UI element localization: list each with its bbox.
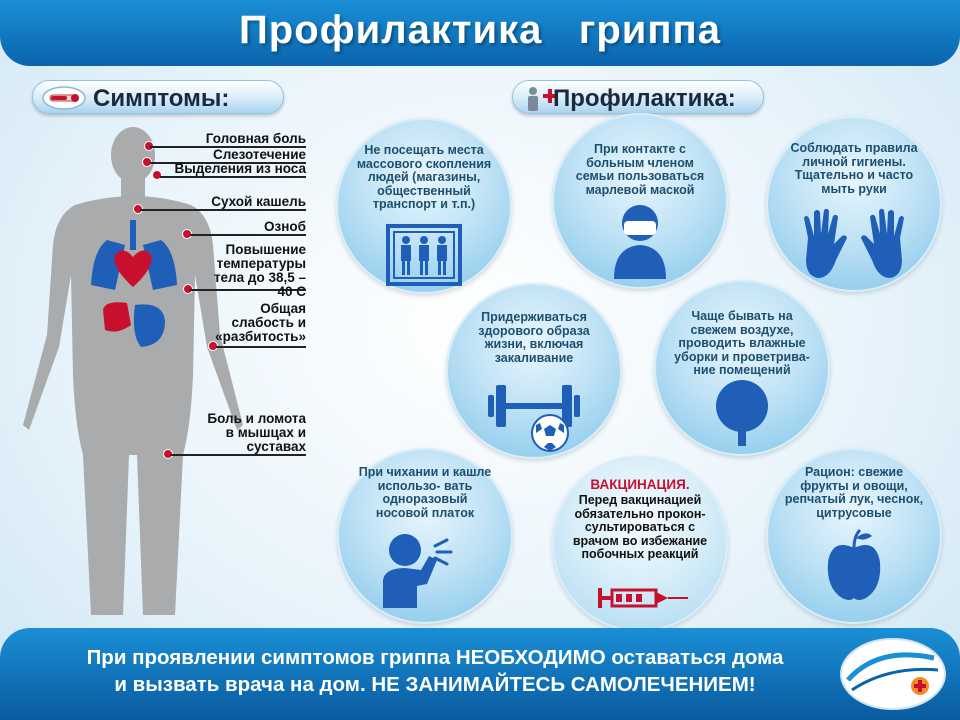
footer-line-2: и вызвать врача на дом. НЕ ЗАНИМАЙТЕСЬ САМОЛЕЧЕНИЕМ! [114, 673, 756, 696]
prevention-circle-crowds: Не посещать места массового скопления людей (магазины, общественный транспорт и т.п.) [336, 118, 512, 294]
page-title: Профилактика гриппа [239, 8, 721, 52]
prevention-circle-diet: Рацион: свежие фрукты и овощи, репчатый лук, чеснок, цитрусовые [766, 448, 942, 624]
prevention-heading: Профилактика: [553, 85, 736, 112]
prevention-circle-mask: При контакте с больным членом семьи пользоваться марлевой маской [552, 113, 728, 289]
symptom-label: Выделения из носа [174, 161, 306, 176]
symptom-label: Повышение температуры тела до 38,5 – 40 С [213, 242, 306, 299]
prevention-circle-fresh-air: Чаще бывать на свежем воздухе, проводить влажные уборки и проветрива- ние помещений [654, 280, 830, 456]
crowd-icon [386, 224, 462, 286]
sneeze-icon [381, 528, 461, 608]
symptoms-heading: Симптомы: [93, 85, 230, 112]
thermometer-icon [41, 85, 87, 111]
symptom-label: Общая слабость и «разбитость» [215, 301, 306, 344]
dumbbell-ball-icon [484, 373, 584, 453]
footer-banner [0, 628, 960, 720]
tree-icon [708, 378, 776, 448]
liver-icon [103, 302, 131, 331]
prevention-circle-tissue: При чихании и кашле использо- вать одноразовый носовой платок [337, 448, 513, 624]
prevention-heading-pill [512, 80, 764, 114]
symptom-label: Боль и ломота в мышцах и суставах [207, 411, 306, 454]
prevention-circle-hygiene: Соблюдать правила личной гигиены. Тщательно и часто мыть руки [766, 116, 942, 292]
symptom-label: Слезотечение [212, 147, 306, 162]
mask-person-icon [608, 199, 672, 279]
footer-line-1: При проявлении симптомов гриппа НЕОБХОДИМО оставаться дома [86, 646, 784, 669]
symptom-label: Озноб [264, 219, 306, 234]
symptom-leader-line [170, 454, 306, 456]
health-logo [838, 636, 948, 712]
symptom-leader-line [160, 176, 306, 178]
symptoms-heading-pill [32, 80, 284, 114]
prevention-circle-healthy-life: Придерживаться здорового образа жизни, включая закаливание [446, 283, 622, 459]
prevention-circle-vaccination: ВАКЦИНАЦИЯ. Перед вакцинацией обязательно прокон- сультироваться с врачом во избежание побочных реакций [552, 456, 728, 632]
header-banner [0, 0, 960, 66]
symptom-label: Сухой кашель [211, 194, 306, 209]
apple-icon [824, 528, 884, 602]
symptom-leader-line [216, 346, 306, 348]
hands-icon [796, 208, 912, 280]
symptom-leader-line [190, 234, 306, 236]
syringe-icon [594, 582, 690, 614]
symptom-leader-line [140, 209, 306, 211]
symptom-label: Головная боль [205, 131, 306, 146]
